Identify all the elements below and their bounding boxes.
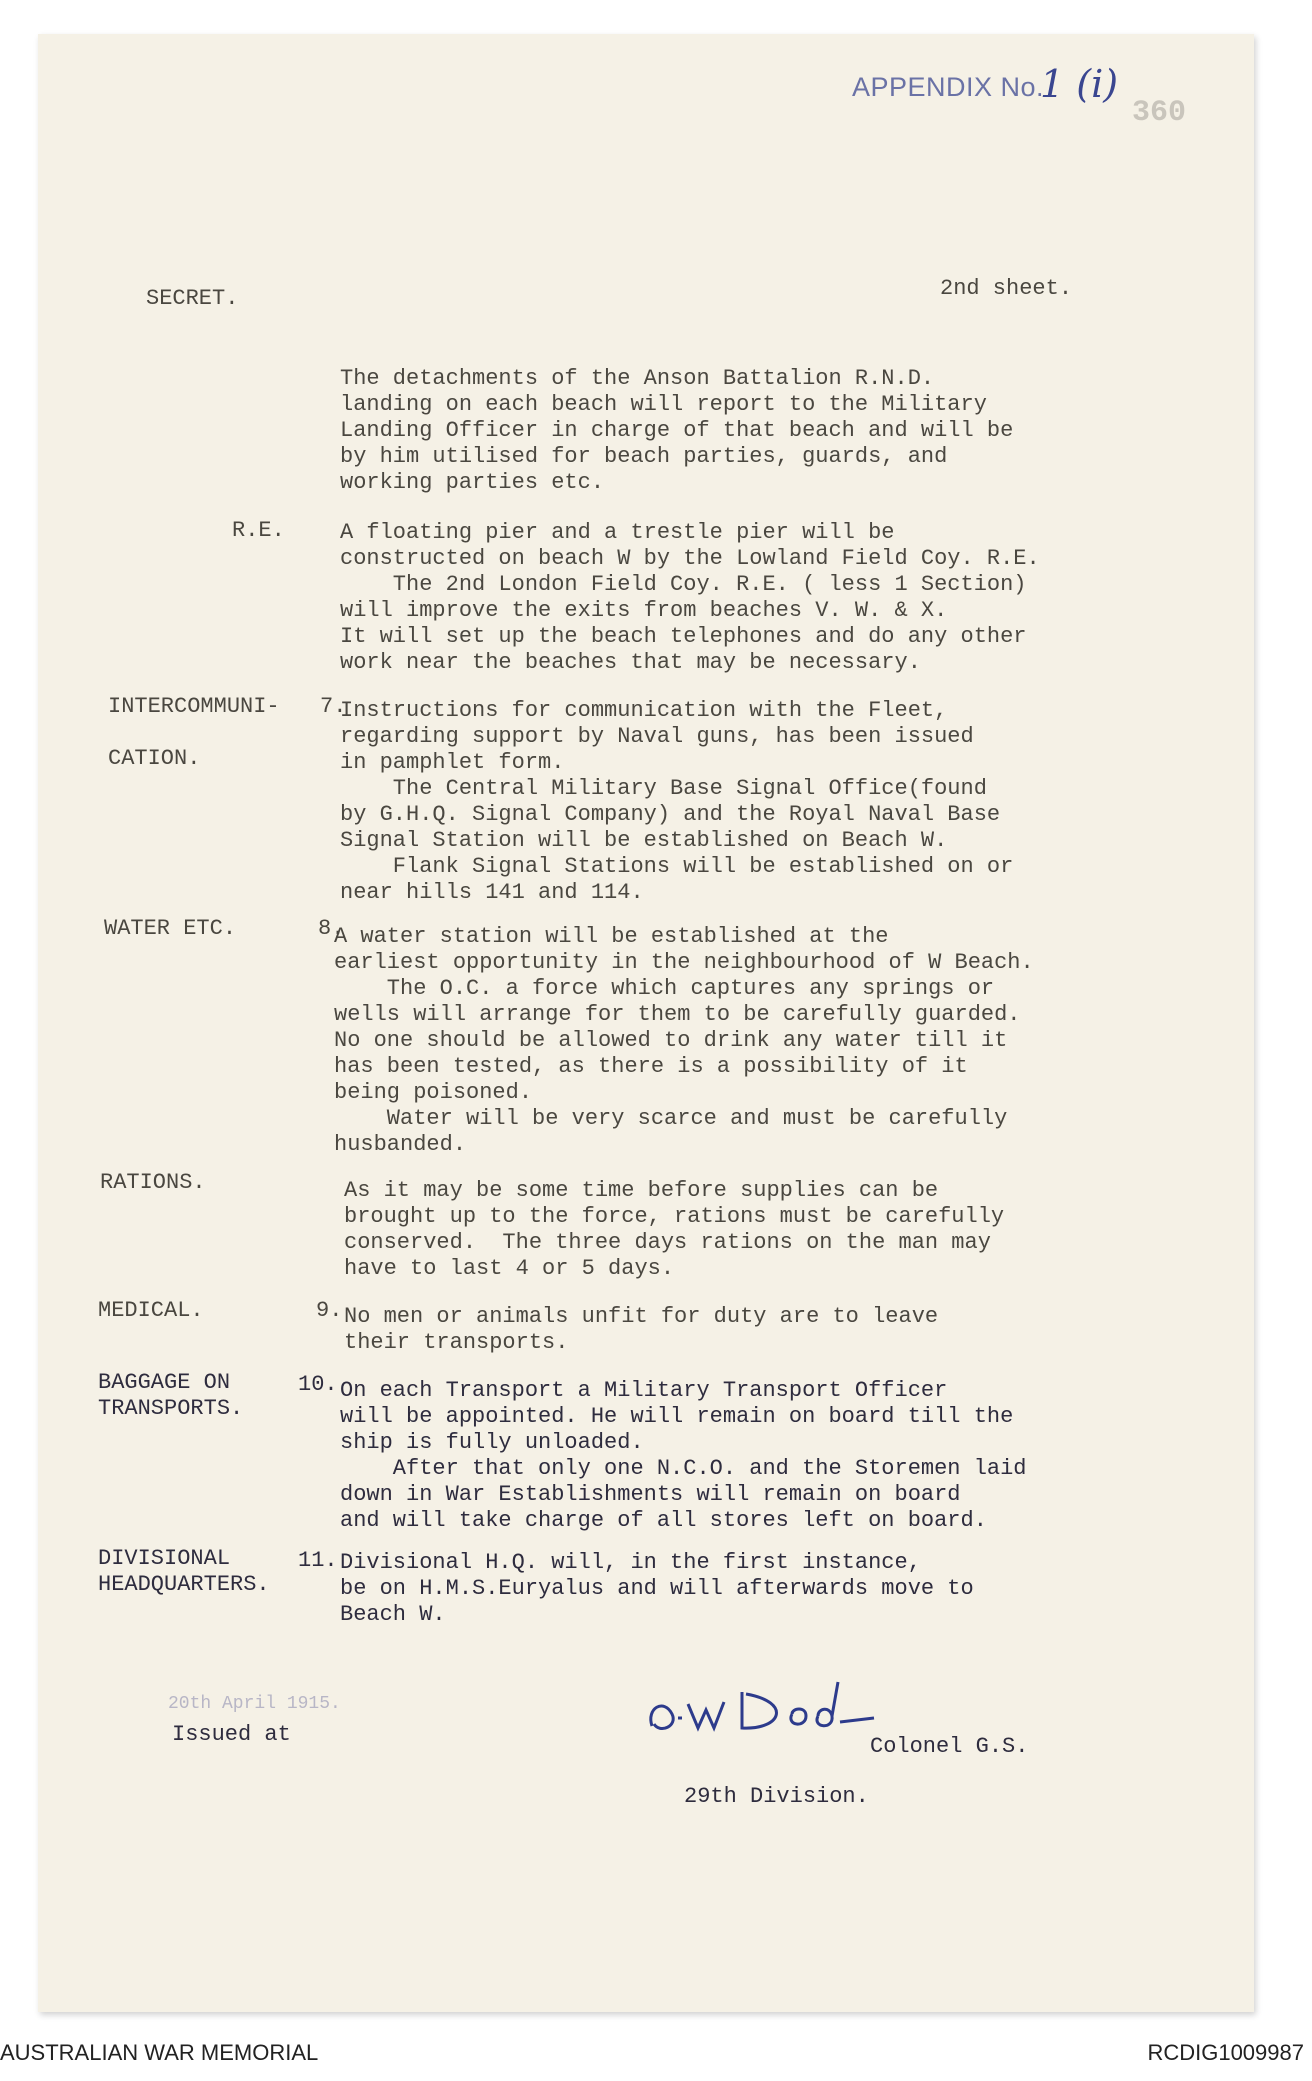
section-number: 8.: [318, 916, 345, 941]
sheet-label: 2nd sheet.: [940, 276, 1073, 301]
section-heading: INTERCOMMUNI- CATION.: [108, 694, 280, 771]
section-heading: MEDICAL.: [98, 1298, 204, 1323]
section-body: As it may be some time before supplies can be brought up to the force, rations must be carefully conserved. The three days rations on the man may have to last 4 or 5 days.: [344, 1178, 1005, 1281]
issued-at-label: Issued at: [172, 1722, 291, 1747]
footer-left: AUSTRALIAN WAR MEMORIAL: [0, 2040, 319, 2065]
appendix-stamp: [852, 72, 1044, 103]
section-heading: WATER ETC.: [104, 916, 237, 941]
page-number: 360: [1132, 96, 1187, 130]
section-body: A water station will be established at the earliest opportunity in the neighbourhood of W Beach. The O.C. a force which captures any springs or wells will arrange for them to be carefully guarded. No one should be allowed to drink any water till it has been tested, as there is a possibility of it being poisoned. Water will be very scarce and must be carefully husbanded.: [334, 924, 1034, 1157]
signatory-rank: Colonel G.S.: [870, 1734, 1029, 1759]
section-number: 9.: [316, 1298, 343, 1323]
appendix-number-handwritten: 1 (i): [1040, 62, 1119, 106]
section-body: On each Transport a Military Transport Officer will be appointed. He will remain on board till the ship is fully unloaded. After that only one N.C.O. and the Storemen laid down in War Establishments will remain on board and will take charge of all stores left on board.: [340, 1378, 1027, 1533]
signature-mark: [642, 1668, 882, 1748]
section-body: Divisional H.Q. will, in the first instance, be on H.M.S.Euryalus and will afterwards move to Beach W.: [340, 1550, 974, 1627]
classification-label: SECRET.: [146, 286, 239, 311]
section-number: 7.: [320, 694, 347, 719]
footer-right: RCDIG1009987: [1147, 2040, 1304, 2065]
section-body: Instructions for communication with the Fleet, regarding support by Naval guns, has been issued in pamphlet form. The Central Military Base Signal Office(found by G.H.Q. Signal Company) and the Royal Naval Base Signal Station will be established on Beach W. Flank Signal Stations will be established on or near hills 141 and 114.: [340, 698, 1014, 905]
signatory-division: 29th Division.: [684, 1784, 869, 1809]
section-body: A floating pier and a trestle pier will be constructed on beach W by the Lowland Field Coy. R.E. The 2nd London Field Coy. R.E. ( less 1 Section) will improve the exits from beaches V. W. & X. It will set up the beach telephones and do any other work near the beaches that may be necessary.: [340, 520, 1040, 675]
section-heading: BAGGAGE ON TRANSPORTS.: [98, 1370, 244, 1421]
section-number: 10.: [298, 1372, 338, 1397]
section-number: 11.: [298, 1548, 338, 1573]
appendix-stamp-label: APPENDIX No.: [852, 72, 1045, 102]
intro-paragraph: The detachments of the Anson Battalion R.N.D. landing on each beach will report to the Military Landing Officer in charge of that beach and will be by him utilised for beach parties, guards, and working parties etc.: [340, 366, 1014, 495]
section-heading: DIVISIONAL HEADQUARTERS.: [98, 1546, 270, 1597]
faded-offset-text: 20th April 1915.: [168, 1694, 341, 1714]
section-body: No men or animals unfit for duty are to leave their transports.: [344, 1304, 939, 1355]
section-heading: RATIONS.: [100, 1170, 206, 1195]
section-heading: R.E.: [232, 518, 285, 543]
